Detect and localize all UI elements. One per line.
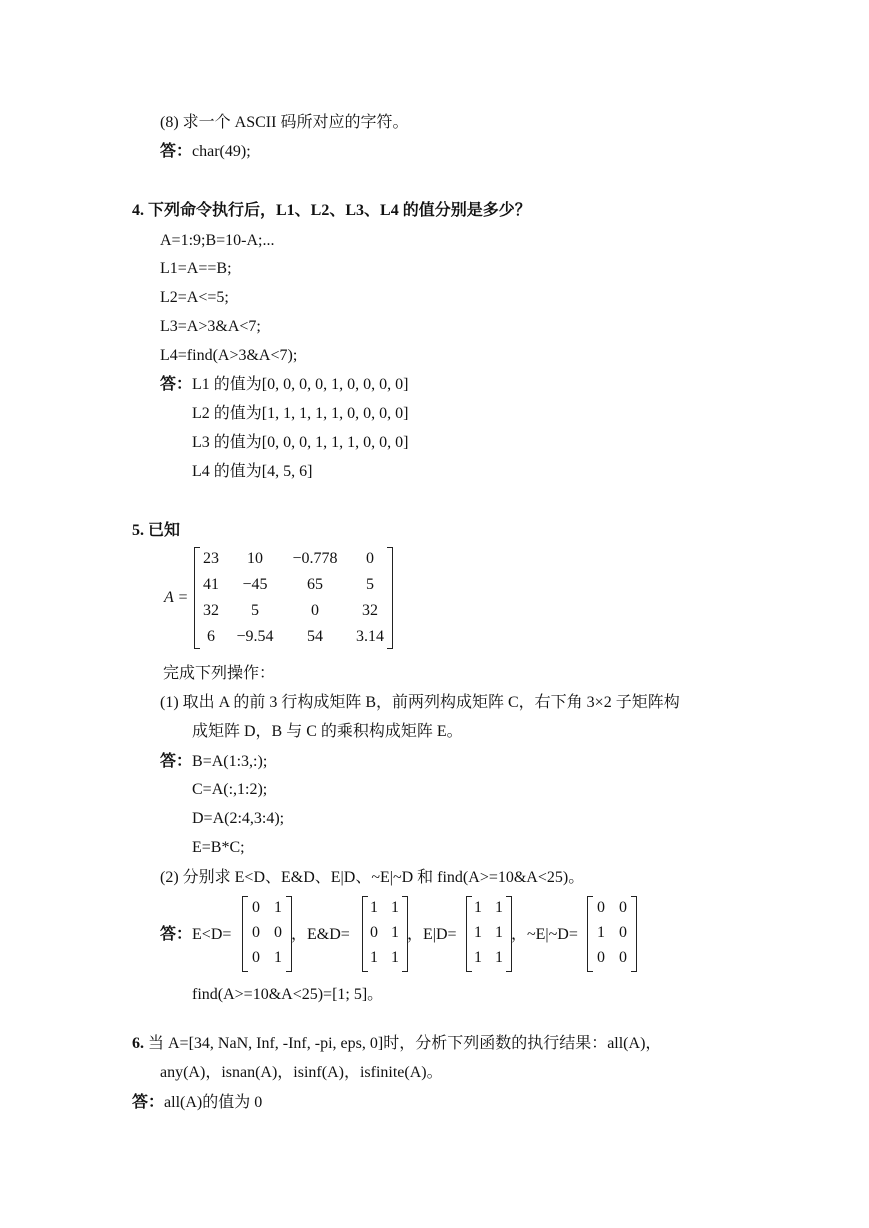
matrix-cell: 1 xyxy=(495,899,503,916)
matrix-cell: 0 xyxy=(252,949,260,966)
instruction: 完成下列操作： xyxy=(163,665,276,682)
matrix-cell: 1 xyxy=(391,899,399,916)
answer-text: all(A)的值为 0 xyxy=(164,1094,263,1111)
matrix-cell: 23 xyxy=(203,550,219,567)
matrix-e-and-d xyxy=(362,896,408,972)
matrix-cell: 0 xyxy=(274,924,282,941)
question-6-text: any(A)，isnan(A)，isinf(A)，isfinite(A)。 xyxy=(160,1064,443,1081)
matrix-cell: 65 xyxy=(307,576,323,593)
answer-label: 答： xyxy=(160,143,193,160)
matrix-cell: −0.778 xyxy=(292,550,338,567)
question-8: (8) 求一个 ASCII 码所对应的字符。 xyxy=(160,114,409,131)
matrix-cell: 0 xyxy=(597,899,605,916)
matrix-cell: 54 xyxy=(307,628,323,645)
matrix-cell: 0 xyxy=(619,924,627,941)
matrix-label: A = xyxy=(164,589,189,606)
question-6-body: 当 A=[34, NaN, Inf, -Inf, -pi, eps, 0]时，分析下列函数的执行结果：all(A)， xyxy=(144,1035,662,1052)
find-result: find(A>=10&A<25)=[1; 5]。 xyxy=(192,986,384,1003)
matrix-cell: 1 xyxy=(391,924,399,941)
matrix-label: E<D= xyxy=(192,926,232,943)
matrix-cell: 10 xyxy=(247,550,263,567)
answer-4-line: L4 的值为[4, 5, 6] xyxy=(192,463,313,480)
matrix-cell: 32 xyxy=(203,602,219,619)
answer-text: char(49); xyxy=(192,143,251,160)
matrix-cell: 1 xyxy=(370,949,378,966)
matrix-cell: −9.54 xyxy=(236,628,274,645)
answer-4-line xyxy=(160,375,408,395)
answer-5-line: E=B*C; xyxy=(192,839,245,856)
code-line: L4=find(A>3&A<7); xyxy=(160,347,298,364)
answer-label: 答： xyxy=(160,753,193,770)
matrix-cell: 0 xyxy=(597,949,605,966)
matrix-e-lt-d xyxy=(242,896,292,972)
matrix-cell: 1 xyxy=(391,949,399,966)
answer-5-line: C=A(:,1:2); xyxy=(192,781,268,798)
matrix-cell: 0 xyxy=(370,924,378,941)
answer-8 xyxy=(160,142,251,162)
answer-5-matrices xyxy=(160,925,231,945)
matrix-cell: 3.14 xyxy=(356,628,384,645)
matrix-cell: 0 xyxy=(252,899,260,916)
answer-label: 答： xyxy=(132,1094,165,1111)
answer-4-line: L3 的值为[0, 0, 0, 1, 1, 1, 0, 0, 0] xyxy=(192,434,409,451)
matrix-cell: 5 xyxy=(366,576,374,593)
matrix-cell: 41 xyxy=(203,576,219,593)
answer-6-line xyxy=(132,1093,262,1113)
matrix-e-or-d xyxy=(466,896,512,972)
answer-label: 答： xyxy=(160,376,193,393)
code-line: L1=A==B; xyxy=(160,260,232,277)
question-6-text xyxy=(132,1034,661,1054)
matrix-cell: 1 xyxy=(370,899,378,916)
part-1-text: (1) 取出 A 的前 3 行构成矩阵 B，前两列构成矩阵 C，右下角 3×2 子矩阵构 xyxy=(160,694,680,711)
code-line: L2=A<=5; xyxy=(160,289,229,306)
matrix-label: ，E&D= xyxy=(291,926,350,943)
matrix-cell: 0 xyxy=(311,602,319,619)
matrix-cell: 0 xyxy=(366,550,374,567)
matrix-cell: 0 xyxy=(252,924,260,941)
answer-5-line xyxy=(160,752,267,772)
matrix-cell: 1 xyxy=(474,949,482,966)
matrix-cell: 1 xyxy=(274,949,282,966)
question-number: 6. xyxy=(132,1035,144,1052)
matrix-cell: 1 xyxy=(495,924,503,941)
matrix-cell: 1 xyxy=(274,899,282,916)
matrix-a xyxy=(194,547,393,649)
part-1-text: 成矩阵 D，B 与 C 的乘积构成矩阵 E。 xyxy=(192,723,463,740)
answer-4-line: L2 的值为[1, 1, 1, 1, 1, 0, 0, 0, 0] xyxy=(192,405,409,422)
matrix-cell: 1 xyxy=(495,949,503,966)
matrix-cell: 0 xyxy=(619,949,627,966)
matrix-cell: 6 xyxy=(207,628,215,645)
matrix-cell: 0 xyxy=(619,899,627,916)
answer-text: L1 的值为[0, 0, 0, 0, 1, 0, 0, 0, 0] xyxy=(192,376,409,393)
answer-5-line: D=A(2:4,3:4); xyxy=(192,810,285,827)
matrix-cell: 1 xyxy=(474,899,482,916)
matrix-cell: 5 xyxy=(251,602,259,619)
code-line: L3=A>3&A<7; xyxy=(160,318,261,335)
part-2-text: (2) 分别求 E<D、E&D、E|D、~E|~D 和 find(A>=10&A<25)。 xyxy=(160,869,585,886)
matrix-cell: −45 xyxy=(242,576,268,593)
matrix-not-e-or-not-d xyxy=(587,896,637,972)
question-4-title: 4. 下列命令执行后，L1、L2、L3、L4 的值分别是多少？ xyxy=(132,202,531,219)
answer-text: B=A(1:3,:); xyxy=(192,753,268,770)
matrix-cell: 1 xyxy=(474,924,482,941)
matrix-label: ，~E|~D= xyxy=(511,926,578,943)
matrix-cell: 1 xyxy=(597,924,605,941)
matrix-cell: 32 xyxy=(362,602,378,619)
matrix-label: ，E|D= xyxy=(407,926,457,943)
answer-label: 答： xyxy=(160,926,193,943)
code-line: A=1:9;B=10-A;... xyxy=(160,232,275,249)
question-5-title: 5. 已知 xyxy=(132,522,181,539)
